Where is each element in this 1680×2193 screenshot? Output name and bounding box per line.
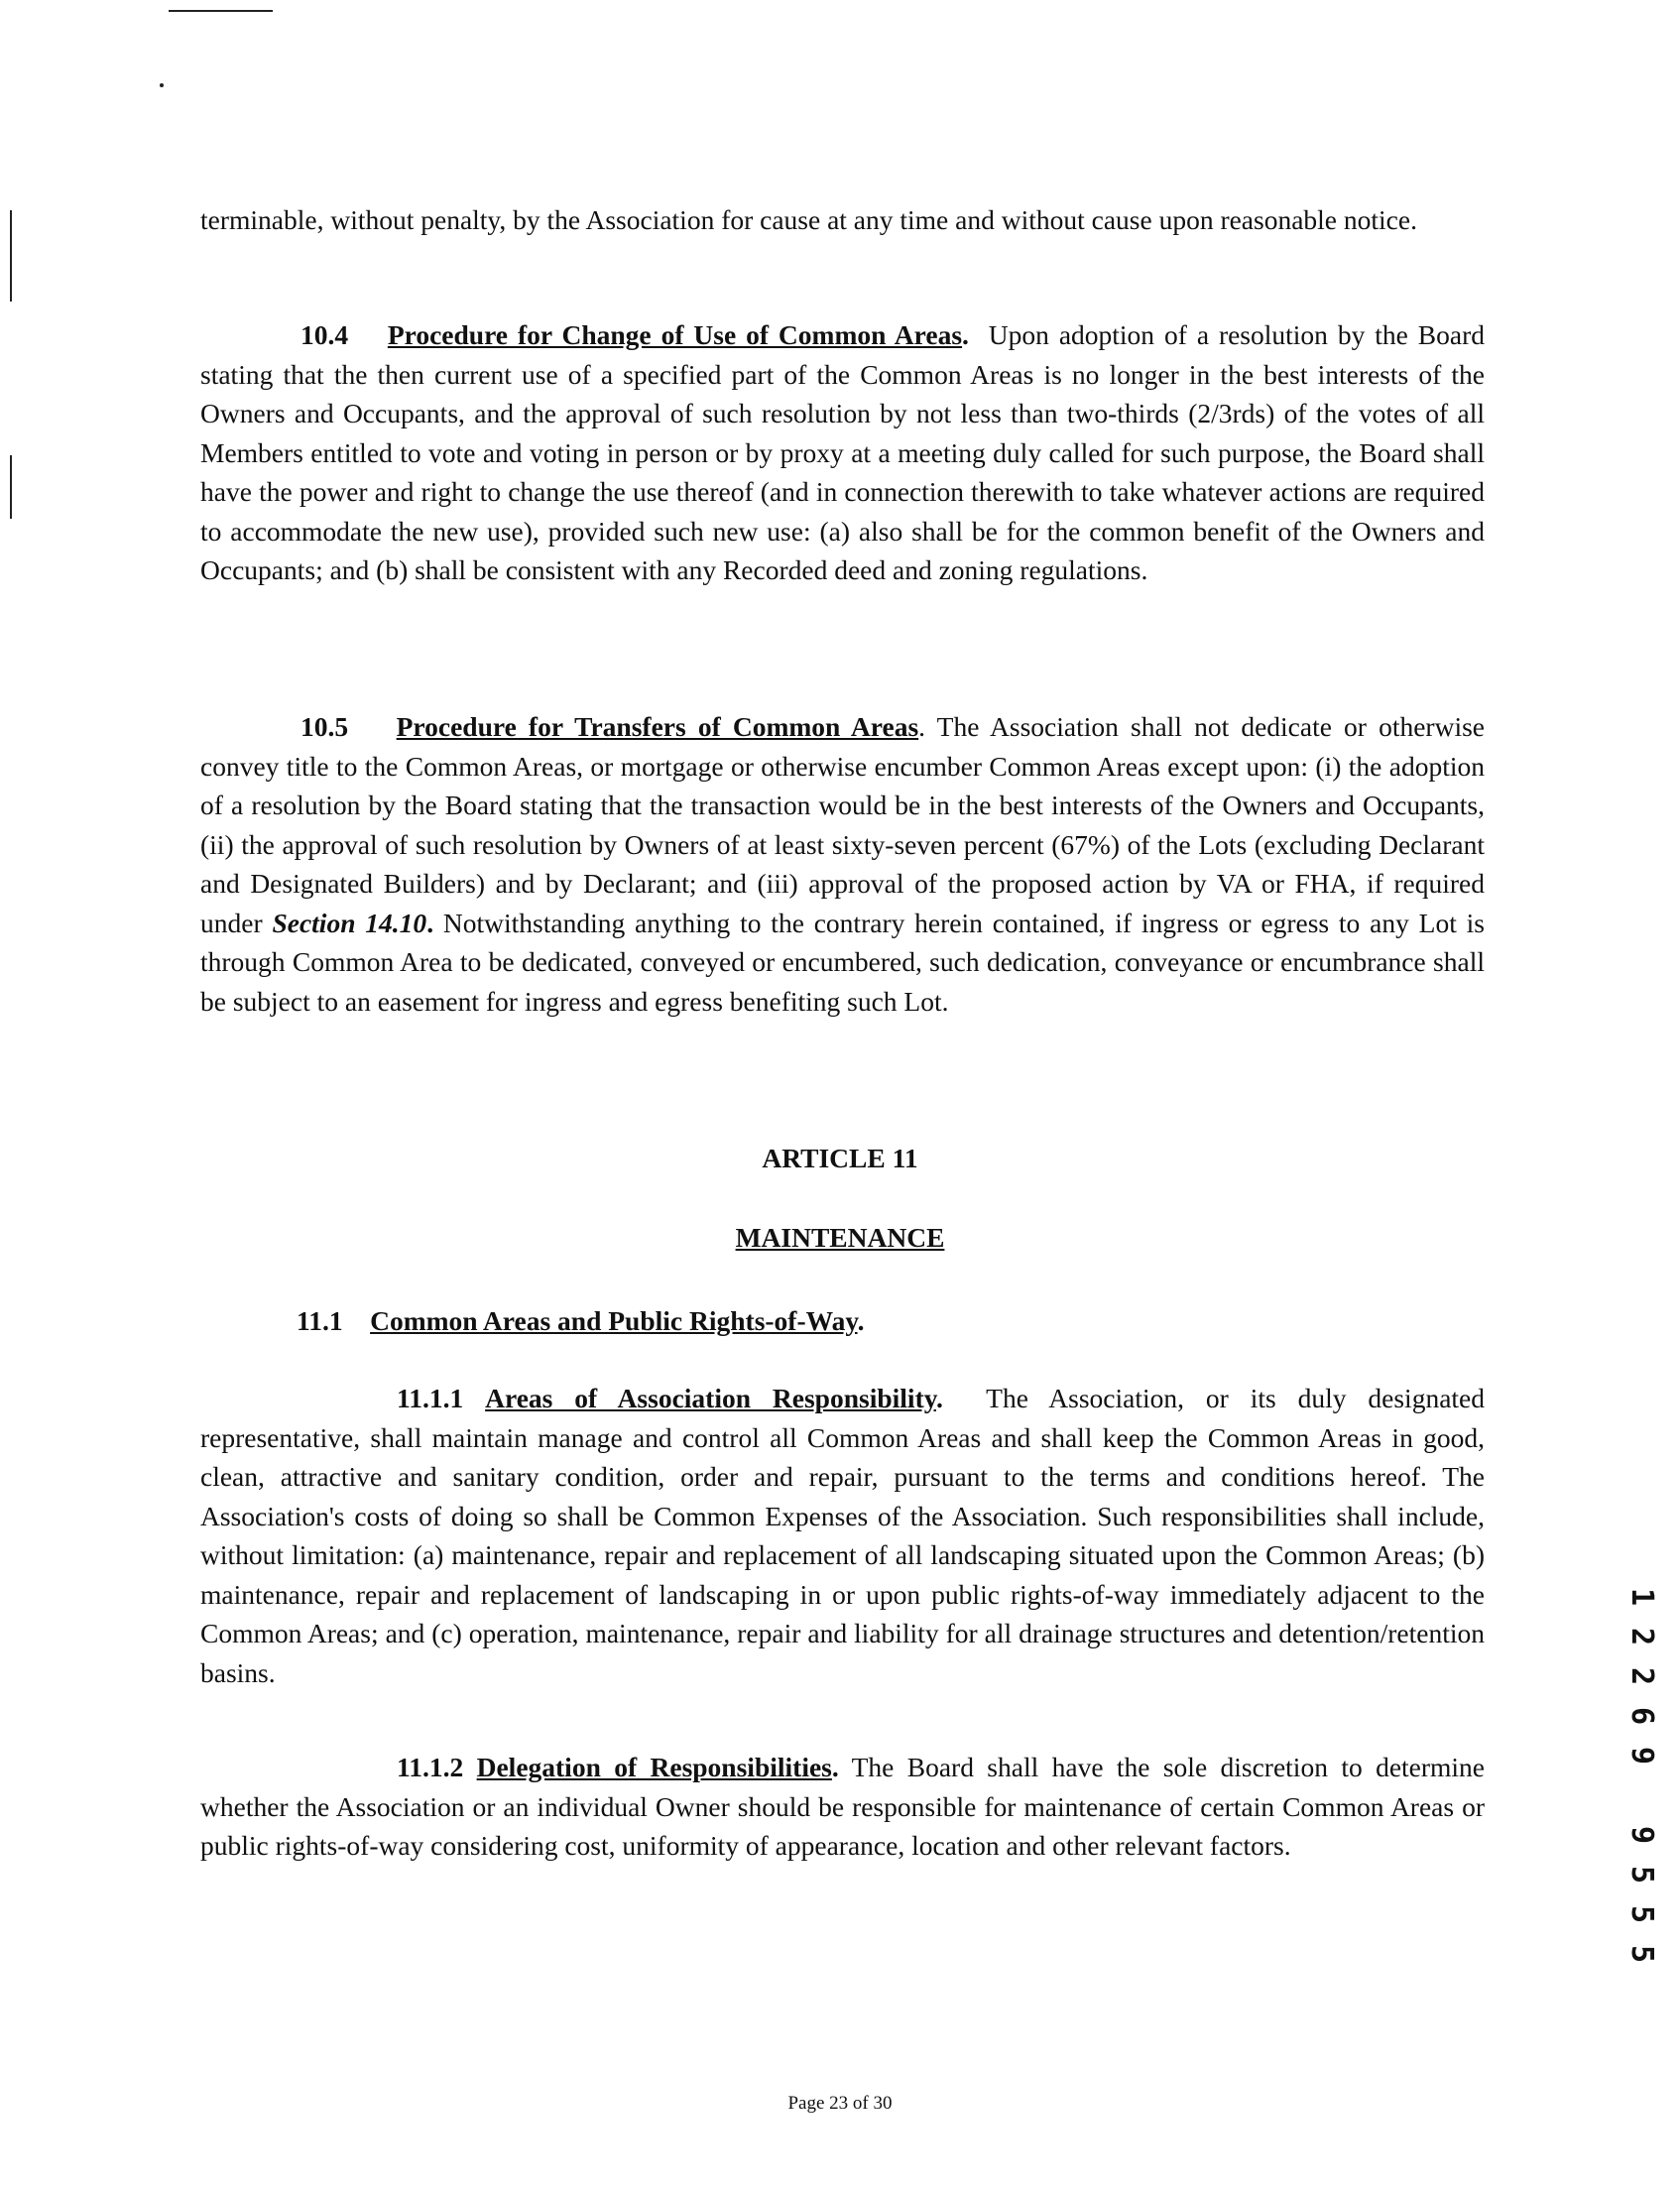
stamp-digit: 5 — [1624, 1944, 1659, 1964]
section-text: Upon adoption of a resolution by the Board stating that the then current use of a specified part of the Common Areas is no longer in the best interests of the Owners and Occupants, and the approval of such resolution by not less than two-thirds (2/3rds) of the votes of all Members entitled to vote and voting in person or by proxy at a meeting duly called for such purpose, the Board shall have the power and right to change the use thereof (and in connection therewith to take whatever actions are required to accommodate the new use), provided such new use: (a) also shall be for the common benefit of the Owners and Occupants; and (b) shall be consistent with any Recorded deed and zoning regulations. — [200, 319, 1486, 585]
section-heading: Procedure for Transfers of Common Areas — [396, 711, 919, 742]
stamp-digit: 2 — [1624, 1666, 1659, 1686]
stamp-digit: 5 — [1624, 1865, 1659, 1885]
scan-dot — [160, 83, 164, 87]
paragraph-continuation: terminable, without penalty, by the Association for cause at any time and without cause upon reasonable notice. — [200, 204, 1417, 235]
section-number: 11.1.2 — [397, 1752, 464, 1782]
article-title: MAINTENANCE — [735, 1222, 945, 1253]
section-11-1: 11.1 Common Areas and Public Rights-of-Way. — [297, 1305, 865, 1336]
stamp-digit: 5 — [1624, 1904, 1659, 1924]
section-heading: Common Areas and Public Rights-of-Way — [370, 1305, 858, 1336]
stamp-digit: 6 — [1624, 1706, 1659, 1726]
page-number: Page 23 of 30 — [787, 2093, 893, 2114]
section-text: The Board shall have the sole discretion to determine whether the Association or an individual Owner should be responsible for maintenance of certain Common Areas or public rights-of-way considering cost, uniformity of appearance, location and other relevant factors. — [200, 1752, 1486, 1861]
scan-line — [169, 10, 273, 12]
section-number: 10.4 — [300, 319, 349, 350]
stamp-digit: 1 — [1624, 1587, 1659, 1607]
stamp-digit: 9 — [1624, 1746, 1659, 1766]
recording-stamp — [1624, 1577, 1659, 1974]
section-10-5: 10.5 Procedure for Transfers of Common Areas. The Association shall not dedicate or otherwise convey title to the Common Areas, or mortgage or otherwise encumber Common Areas except upon: (i) the adoption of a resolution by the Board stating that the transaction would be in the best interests of the Owners and Occupants, (ii) the approval of such resolution by Owners of at least sixty-seven percent (67%) of the Lots (excluding Declarant and Designated Builders) and by Declarant; and (iii) approval of the proposed action by VA or FHA, if required under Section 14.10. Notwithstanding anything to the contrary herein contained, if ingress or egress to any Lot is through Common Area to be dedicated, conveyed or encumbered, such dedication, conveyance or encumbrance shall be subject to an easement for ingress and egress benefiting such Lot. — [200, 711, 1486, 1017]
section-10-4: 10.4 Procedure for Change of Use of Common Areas. Upon adoption of a resolution by the Board stating that the then current use of a specified part of the Common Areas is no longer in the best interests of the Owners and Occupants, and the approval of such resolution by not less than two-thirds (2/3rds) of the votes of all Members entitled to vote and voting in person or by proxy at a meeting duly called for such purpose, the Board shall have the power and right to change the use thereof (and in connection therewith to take whatever actions are required to accommodate the new use), provided such new use: (a) also shall be for the common benefit of the Owners and Occupants; and (b) shall be consistent with any Recorded deed and zoning regulations. — [200, 319, 1486, 585]
section-11-1-1: 11.1.1 Areas of Association Responsibility. The Association, or its duly designated representative, shall maintain manage and control all Common Areas and shall keep the Common Areas in good, clean, attractive and sanitary condition, order and repair, pursuant to the terms and conditions hereof. The Association's costs of doing so shall be Common Expenses of the Association. Such responsibilities shall include, without limitation: (a) maintenance, repair and replacement of all landscaping situated upon the Common Areas; (b) maintenance, repair and replacement of landscaping in or upon public rights-of-way immediately adjacent to the Common Areas; and (c) operation, maintenance, repair and liability for all drainage structures and detention/retention basins. — [200, 1383, 1485, 1688]
stamp-digit: 2 — [1624, 1627, 1659, 1646]
section-number: 11.1.1 — [397, 1383, 464, 1413]
margin-bar — [10, 210, 12, 302]
section-heading: Delegation of Responsibilities — [476, 1752, 832, 1782]
section-heading: Procedure for Change of Use of Common Areas — [387, 319, 963, 350]
section-number: 10.5 — [300, 711, 349, 742]
article-number: ARTICLE 11 — [762, 1143, 918, 1173]
section-text: The Association, or its duly designated representative, shall maintain manage and control all Common Areas and shall keep the Common Areas in good, clean, attractive and sanitary condition, order and repair, pursuant to the terms and conditions hereof. The Association's costs of doing so shall be Common Expenses of the Association. Such responsibilities shall include, without limitation: (a) maintenance, repair and replacement of all landscaping situated upon the Common Areas; (b) maintenance, repair and replacement of landscaping in or upon public rights-of-way immediately adjacent to the Common Areas; and (c) operation, maintenance, repair and liability for all drainage structures and detention/retention basins. — [200, 1383, 1485, 1688]
section-number: 11.1 — [297, 1305, 343, 1336]
section-reference: Section 14.10 — [272, 907, 427, 938]
section-11-1-2: 11.1.2 Delegation of Responsibilities. The Board shall have the sole discretion to determine whether the Association or an individual Owner should be responsible for maintenance of certain Common Areas or public rights-of-way considering cost, uniformity of appearance, location and other relevant factors. — [200, 1752, 1486, 1861]
section-text: Notwithstanding anything to the contrary herein contained, if ingress or egress to any Lot is through Common Area to be dedicated, conveyed or encumbered, such dedication, conveyance or encumbrance shall be subject to an easement for ingress and egress benefiting such Lot. — [200, 907, 1486, 1017]
stamp-digit: 9 — [1624, 1825, 1659, 1845]
section-heading: Areas of Association Responsibility — [485, 1383, 936, 1413]
margin-bar — [10, 455, 12, 519]
section-text: The Association shall not dedicate or otherwise convey title to the Common Areas, or mortgage or otherwise encumber Common Areas except upon: (i) the adoption of a resolution by the Board stating that the transaction would be in the best interests of the Owners and Occupants, (ii) the approval of such resolution by Owners of at least sixty-seven percent (67%) of the Lots (excluding Declarant and Designated Builders) and by Declarant; and (iii) approval of the proposed action by VA or FHA, if required under — [200, 711, 1486, 938]
stamp-gap — [1621, 1780, 1661, 1810]
